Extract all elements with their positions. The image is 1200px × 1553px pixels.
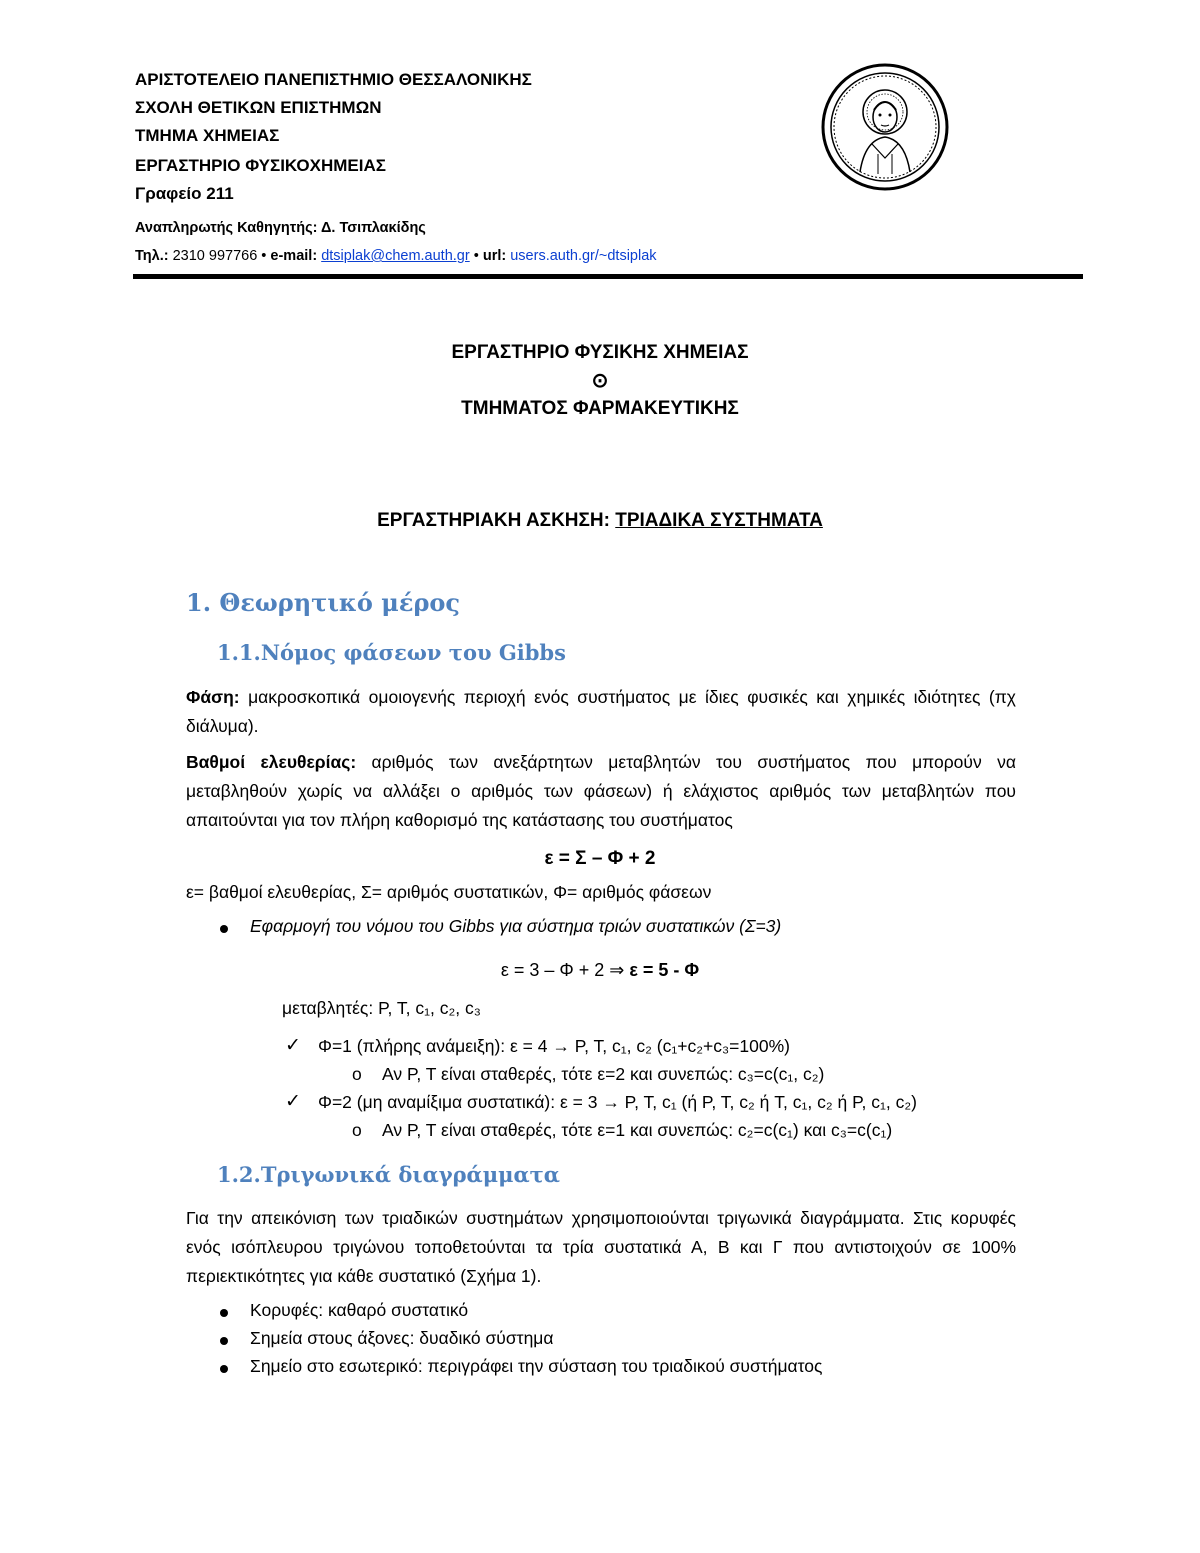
case-single-phase-note: Αν P, T είναι σταθερές, τότε ε=2 και συνεπώς: c₃=c(c₁, c₂): [382, 1064, 825, 1084]
equation-left: ε = 3 – Φ + 2 ⇒: [500, 960, 630, 980]
bullet-dot-icon: [220, 1309, 228, 1317]
dof-definition: [186, 748, 1016, 835]
equation-legend: ε= βαθμοί ελευθερίας, Σ= αριθμός συστατικών, Φ= αριθμός φάσεων: [186, 882, 712, 902]
bullet-dot-icon: [220, 1337, 228, 1345]
variables-line: μεταβλητές: P, T, c₁, c₂, c₃: [282, 998, 481, 1018]
office-number: Γραφείο 211: [135, 184, 234, 203]
separator-dot: •: [473, 248, 479, 264]
exercise-title: [0, 510, 1200, 532]
phase-text: μακροσκοπικά ομοιογενής περιοχή ενός συστήματος με ίδιες φυσικές και χημικές ιδιότητες (πχ διάλυμα).: [186, 687, 1016, 736]
department-name: ΤΜΗΜΑ ΧΗΜΕΙΑΣ: [135, 126, 280, 145]
tel-label: Τηλ.:: [135, 248, 169, 264]
sub-bullet-icon: o: [352, 1120, 362, 1140]
exercise-label: ΕΡΓΑΣΤΗΡΙΑΚΗ ΑΣΚΗΣΗ:: [377, 510, 610, 531]
bullet-dot-icon: [220, 925, 228, 933]
case-two-phase-note: Αν P, T είναι σταθερές, τότε ε=1 και συνεπώς: c₂=c(c₁) και c₃=c(c₁): [382, 1120, 893, 1140]
gibbs-equation: ε = Σ – Φ + 2: [544, 848, 656, 869]
dof-text: αριθμός των ανεξάρτητων μεταβλητών του συστήματος που μπορούν να μεταβληθούν χωρίς να αλλάξει ο αριθμός των φάσεων) ή ελάχιστος αριθμός των μεταβλητών που απαιτούνται για τον πλήρη καθορισμό της κατάστασης του συστήματος: [186, 752, 1016, 830]
phase-term: Φάση:: [186, 687, 240, 707]
school-name: ΣΧΟΛΗ ΘΕΤΙΚΩΝ ΕΠΙΣΤΗΜΩΝ: [135, 98, 382, 117]
triangular-paragraph: Για την απεικόνιση των τριαδικών συστημάτων χρησιμοποιούνται τριγωνικά διαγράμματα. Στις κορυφές ενός ισόπλευρου τριγώνου τοποθετούνται τα τρία συστατικά Α, Β και Γ που αντιστοιχούν σε 100% περιεκτικότητες για κάθε συστατικό (Σχήμα 1).: [186, 1208, 1016, 1286]
bullet-dot-icon: [220, 1365, 228, 1373]
circle-dot-symbol: ⊙: [591, 370, 609, 392]
email-link[interactable]: dtsiplak@chem.auth.gr: [321, 248, 470, 264]
subsection-heading-gibbs: 1.1.Νόμος φάσεων του Gibbs: [217, 640, 566, 665]
lab-title: ΕΡΓΑΣΤΗΡΙΟ ΦΥΣΙΚΗΣ ΧΗΜΕΙΑΣ: [451, 342, 749, 363]
department-title: ΤΜΗΜΑΤΟΣ ΦΑΡΜΑΚΕΥΤΙΚΗΣ: [461, 398, 739, 419]
exercise-name: ΤΡΙΑΔΙΚΑ ΣΥΣΤΗΜΑΤΑ: [615, 510, 823, 531]
university-name: ΑΡΙΣΤΟΤΕΛΕΙΟ ΠΑΝΕΠΙΣΤΗΜΙΟ ΘΕΣΣΑΛΟΝΙΚΗΣ: [135, 70, 532, 89]
tel-value: 2310 997766: [172, 248, 258, 264]
list-item: Σημείο στο εσωτερικό: περιγράφει την σύσταση του τριαδικού συστήματος: [250, 1356, 823, 1376]
url-link[interactable]: users.auth.gr/~dtsiplak: [510, 248, 657, 264]
equation-result: ε = 5 - Φ: [629, 960, 700, 980]
check-mark-icon: ✓: [285, 1091, 301, 1112]
email-label: e-mail:: [270, 248, 318, 264]
list-item: Σημεία στους άξονες: δυαδικό σύστημα: [250, 1328, 554, 1348]
url-label: url:: [482, 248, 507, 264]
list-item: Κορυφές: καθαρό συστατικό: [250, 1300, 469, 1320]
university-seal-icon: [820, 62, 950, 192]
subsection-heading-triangular: 1.2.Τριγωνικά διαγράμματα: [217, 1162, 560, 1187]
gibbs-application: Εφαρμογή του νόμου του Gibbs για σύστημα τριών συστατικών (Σ=3): [250, 916, 782, 936]
three-component-equation: [0, 960, 1200, 981]
separator-dot: •: [261, 248, 267, 264]
professor-line: Αναπληρωτής Καθηγητής: Δ. Τσιπλακίδης: [135, 220, 426, 236]
phase-definition: [186, 683, 1016, 741]
contact-line: [135, 248, 657, 264]
lab-name: ΕΡΓΑΣΤΗΡΙΟ ΦΥΣΙΚΟΧΗΜΕΙΑΣ: [135, 156, 386, 175]
dof-term: Βαθμοί ελευθερίας:: [186, 752, 357, 772]
case-two-phase: Φ=2 (μη αναμίξιμα συστατικά): ε = 3 → P, T, c₁ (ή P, T, c₂ ή T, c₁, c₂ ή P, c₁, c₂): [318, 1092, 917, 1112]
header-divider: [133, 274, 1083, 279]
sub-bullet-icon: o: [352, 1064, 362, 1084]
section-heading: 1. Θεωρητικό μέρος: [186, 588, 461, 617]
check-mark-icon: ✓: [285, 1035, 301, 1056]
case-single-phase: Φ=1 (πλήρης ανάμειξη): ε = 4 → P, T, c₁, c₂ (c₁+c₂+c₃=100%): [318, 1036, 790, 1056]
